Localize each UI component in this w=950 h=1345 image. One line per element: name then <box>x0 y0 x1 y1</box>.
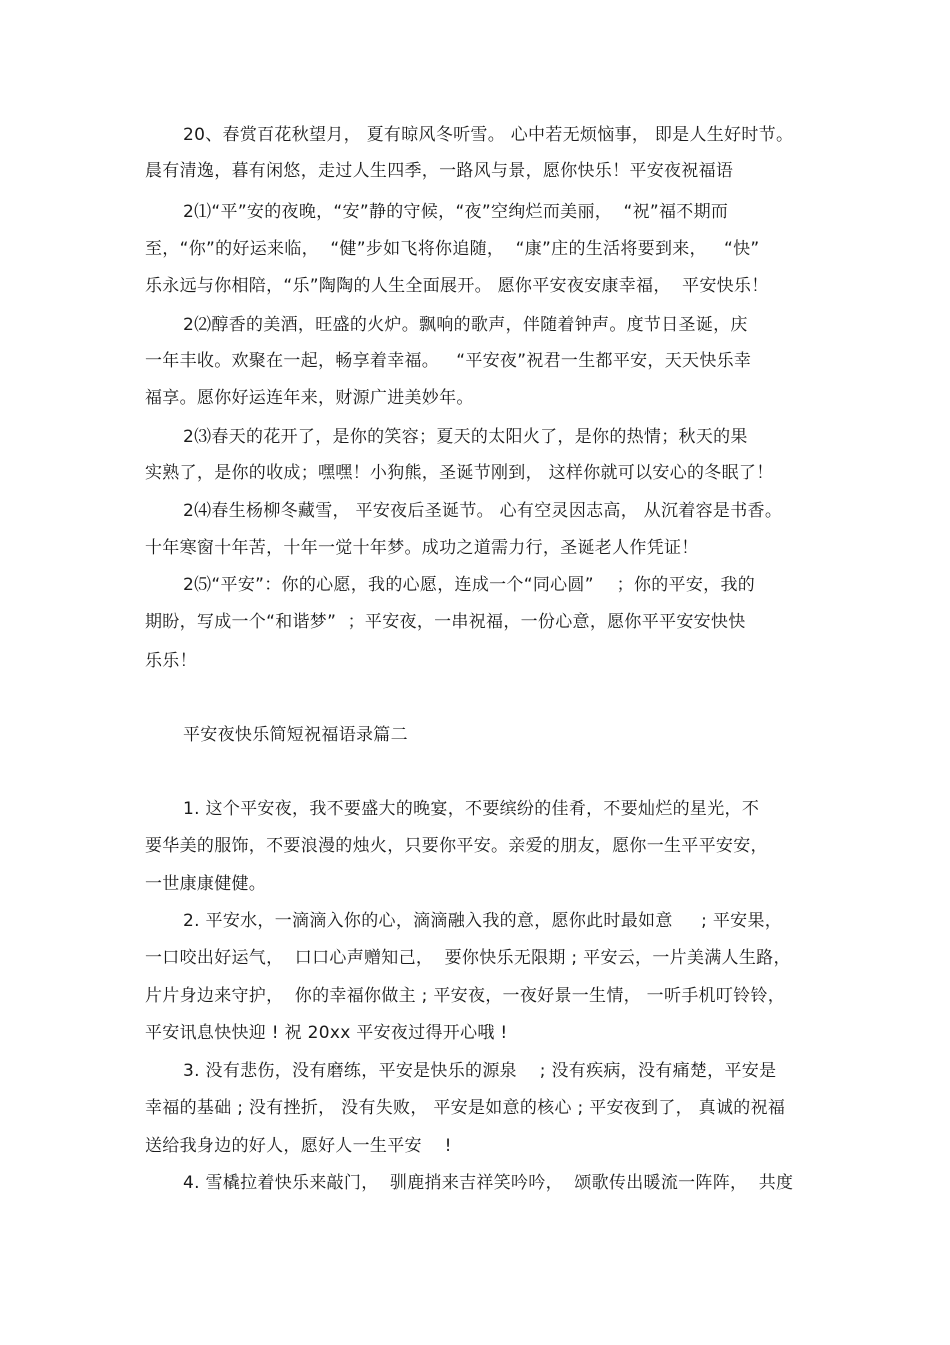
text-line: 一口咬出好运气， 口口心声赠知己， 要你快乐无限期 ; 平安云，一片美满人生路， <box>145 948 791 968</box>
text-line: 一年丰收。欢聚在一起，畅享着幸福。 “平安夜”祝君一生都平安，天天快乐幸 <box>145 351 752 371</box>
text-line: 4. 雪橇拉着快乐来敲门， 驯鹿捎来吉祥笑吟吟， 颂歌传出暖流一阵阵， 共度 <box>183 1173 794 1193</box>
text-line: 福享。愿你好运连年来，财源广进美妙年。 <box>145 388 474 408</box>
text-line: 2. 平安水，一滴滴入你的心，滴滴融入我的意，愿你此时最如意 ; 平安果， <box>183 911 783 931</box>
text-line: 期盼，写成一个“和谐梦” ；平安夜，一串祝福，一份心意，愿你平平安安快快 <box>145 612 746 632</box>
text-line: 实熟了，是你的收成；嘿嘿！小狗熊，圣诞节刚到， 这样你就可以安心的冬眠了！ <box>145 463 774 483</box>
text-line: 片片身边来守护， 你的幸福你做主 ; 平安夜，一夜好景一生情， 一听手机叮铃铃， <box>145 986 786 1006</box>
text-line: 幸福的基础 ; 没有挫折， 没有失败， 平安是如意的核心 ; 平安夜到了， 真诚的祝福 <box>145 1098 786 1118</box>
text-line: 2⑶春天的花开了，是你的笑容；夏天的太阳火了，是你的热情；秋天的果 <box>183 427 748 447</box>
text-line: 送给我身边的好人，愿好人一生平安 ! <box>145 1136 452 1156</box>
text-line: 晨有清逸，暮有闲悠，走过人生四季，一路风与景，愿你快乐！平安夜祝福语 <box>145 161 734 181</box>
text-line: 2⑸“平安”：你的心愿，我的心愿，连成一个“同心圆” ；你的平安，我的 <box>183 575 756 595</box>
text-line: 1. 这个平安夜，我不要盛大的晚宴，不要缤纷的佳肴，不要灿烂的星光，不 <box>183 799 760 819</box>
text-line: 平安讯息快快迎 ! 祝 20xx 平安夜过得开心哦 ! <box>145 1023 508 1043</box>
text-line: 至，“你”的好运来临， “健”步如飞将你追随， “康”庄的生活将要到来， “快” <box>145 239 760 259</box>
text-line: 乐乐！ <box>145 651 197 671</box>
text-line: 乐永远与你相陪，“乐”陶陶的人生全面展开。 愿你平安夜安康幸福， 平安快乐！ <box>145 276 769 296</box>
text-line: 2⑴“平”安的夜晚，“安”静的守候，“夜”空绚烂而美丽， “祝”福不期而 <box>183 202 729 222</box>
text-line: 20、春赏百花秋望月， 夏有晾风冬听雪。 心中若无烦恼事， 即是人生好时节。 <box>183 125 794 145</box>
text-line: 3. 没有悲伤，没有磨练，平安是快乐的源泉 ; 没有疾病，没有痛楚，平安是 <box>183 1061 777 1081</box>
text-line: 2⑵醇香的美酒，旺盛的火炉。飘响的歌声，伴随着钟声。度节日圣诞，庆 <box>183 315 748 335</box>
text-line: 十年寒窗十年苦，十年一觉十年梦。成功之道需力行，圣诞老人作凭证！ <box>145 538 699 558</box>
text-line: 2⑷春生杨柳冬藏雪， 平安夜后圣诞节。 心有空灵因志高， 从沉着容是书香。 <box>183 501 783 521</box>
section-heading: 平安夜快乐简短祝福语录篇二 <box>183 725 408 745</box>
text-line: 要华美的服饰，不要浪漫的烛火，只要你平安。亲爱的朋友，愿你一生平平安安， <box>145 836 768 856</box>
text-line: 一世康康健健。 <box>145 874 267 894</box>
